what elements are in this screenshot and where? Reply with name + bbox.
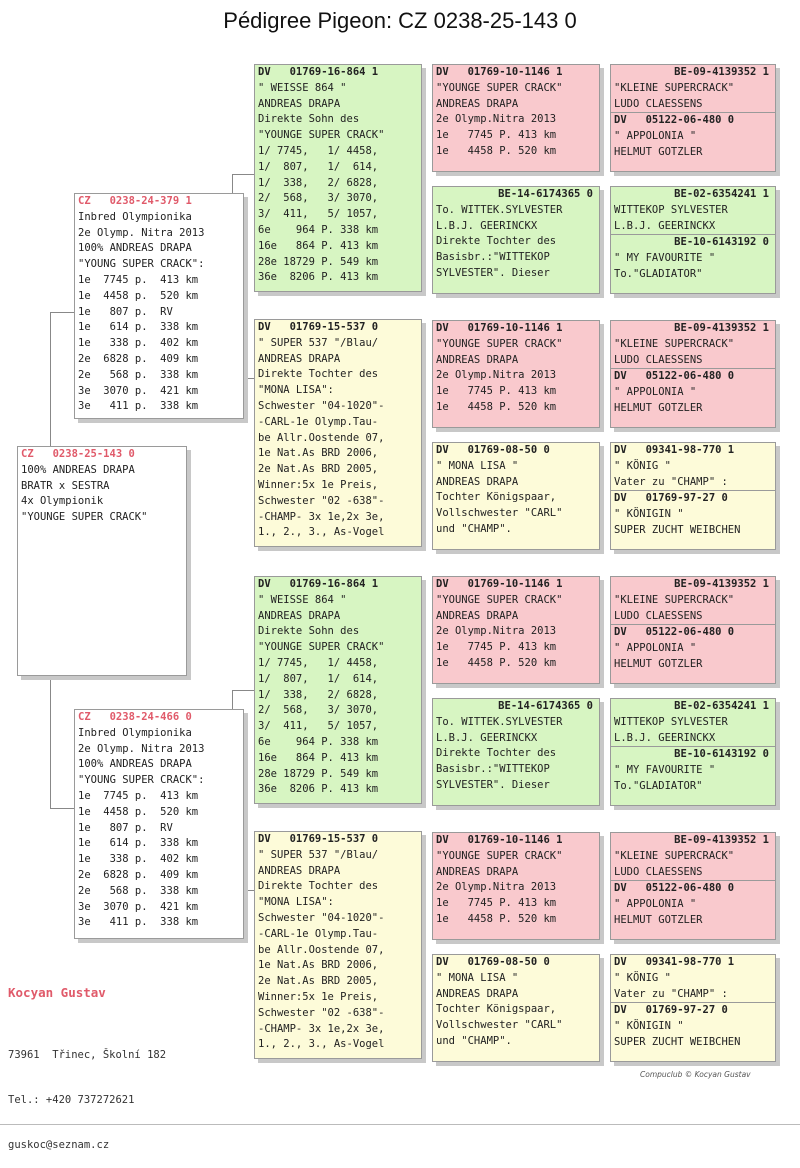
info-line: " SUPER 537 "/Blau/ [258, 848, 379, 861]
info-line: 28e 18729 P. 549 km [258, 255, 379, 268]
info-line: 6e 964 P. 338 km [258, 735, 379, 748]
info-line: 2e Nat.As BRD 2005, [258, 975, 379, 988]
info-line: Winner:5x 1e Preis, [258, 990, 379, 1003]
info-line: " MY FAVOURITE " [614, 252, 716, 265]
info-line: 2e 6828 p. 409 km [78, 868, 199, 881]
ancestor-pair-card [610, 576, 776, 684]
ring-number: DV 01769-08-50 0 [436, 444, 550, 456]
info-line: " KÖNIG " [614, 459, 671, 472]
info-line: 3/ 411, 5/ 1057, [258, 720, 379, 733]
info-line: 1/ 338, 2/ 6828, [258, 176, 379, 189]
info-line: 1., 2., 3., As-Vogel [258, 1038, 385, 1051]
ring-number: DV 01769-10-1146 1 [436, 322, 563, 334]
info-line: 1e 7745 p. 413 km [78, 789, 199, 802]
info-line: LUDO CLAESSENS [614, 865, 703, 878]
info-line: " MY FAVOURITE " [614, 764, 716, 777]
info-line: 1e 4458 P. 520 km [436, 144, 557, 157]
info-line: 1e 7745 P. 413 km [436, 129, 557, 142]
info-line: 1e 4458 P. 520 km [436, 912, 557, 925]
info-line: ANDREAS DRAPA [436, 353, 519, 366]
ancestor-pair-card [610, 320, 776, 428]
ring-number: BE-09-4139352 1 [674, 322, 769, 334]
owner-name: Kocyan Gustav [8, 985, 106, 1000]
info-line: Basisbr.:"WITTEKOP [436, 251, 550, 264]
info-line: Direkte Sohn des [258, 625, 360, 638]
info-line: "KLEINE SUPERCRACK" [614, 593, 735, 606]
info-line: " WEISSE 864 " [258, 81, 347, 94]
info-line: und "CHAMP". [436, 522, 512, 535]
info-line: LUDO CLAESSENS [614, 353, 703, 366]
info-line: "YOUNGE SUPER CRACK" [436, 593, 563, 606]
ring-number: BE-09-4139352 1 [674, 578, 769, 590]
info-line: 1e 7745 P. 413 km [436, 897, 557, 910]
ring-number: DV 01769-16-864 1 [258, 66, 379, 78]
info-line: To. WITTEK.SYLVESTER [436, 715, 563, 728]
ancestor-pair-card [610, 186, 776, 294]
info-line: 1/ 807, 1/ 614, [258, 672, 379, 685]
info-line: 3e 3070 p. 421 km [78, 384, 199, 397]
info-line: "YOUNG SUPER CRACK": [78, 258, 205, 271]
info-line: -CHAMP- 3x 1e,2x 3e, [258, 510, 385, 523]
info-line: 2e 6828 p. 409 km [78, 352, 199, 365]
info-line: 100% ANDREAS DRAPA [78, 242, 192, 255]
info-line: Direkte Sohn des [258, 113, 360, 126]
info-line: Vollschwester "CARL" [436, 507, 563, 520]
info-line: ANDREAS DRAPA [258, 97, 341, 110]
subject-ring: CZ 0238-25-143 0 [21, 448, 135, 460]
info-line: ANDREAS DRAPA [258, 609, 341, 622]
info-line: 2e Nat.As BRD 2005, [258, 463, 379, 476]
ring-number: BE-14-6174365 0 [498, 188, 593, 200]
info-line: L.B.J. GEERINCKX [436, 731, 538, 744]
info-line: Basisbr.:"WITTEKOP [436, 763, 550, 776]
info-line: ANDREAS DRAPA [436, 97, 519, 110]
info-line: ANDREAS DRAPA [436, 865, 519, 878]
connector-line [602, 110, 603, 154]
page-bottom-rule [0, 1124, 800, 1125]
granddam-paternal-card [254, 319, 422, 547]
ring-number: DV 01769-10-1146 1 [436, 834, 563, 846]
info-line: 1e Nat.As BRD 2006, [258, 447, 379, 460]
info-line: Vater zu "CHAMP" : [614, 475, 728, 488]
connector-line [422, 374, 423, 492]
ring-number: DV 05122-06-480 0 [611, 112, 775, 129]
info-line: 1e 4458 P. 520 km [436, 400, 557, 413]
ancestor-pair-card [610, 64, 776, 172]
info-line: SUPER ZUCHT WEIBCHEN [614, 523, 741, 536]
info-line: HELMUT GOTZLER [614, 657, 703, 670]
info-line: 1/ 7745, 1/ 4458, [258, 144, 379, 157]
info-line: 1e 4458 P. 520 km [436, 656, 557, 669]
info-line: SUPER ZUCHT WEIBCHEN [614, 1035, 741, 1048]
info-line: ANDREAS DRAPA [436, 475, 519, 488]
info-line: To."GLADIATOR" [614, 267, 703, 280]
ring-number: DV 09341-98-770 1 [614, 956, 735, 968]
ring-number: BE-02-6354241 1 [674, 188, 769, 200]
grandsire-paternal-card [254, 64, 422, 292]
info-line: "YOUNGE SUPER CRACK" [436, 849, 563, 862]
ring-number: DV 01769-10-1146 1 [436, 578, 563, 590]
info-line: LUDO CLAESSENS [614, 609, 703, 622]
info-line: 1e 614 p. 338 km [78, 321, 199, 334]
info-line: WITTEKOP SYLVESTER [614, 715, 728, 728]
info-line: 1e 807 p. RV [78, 305, 173, 318]
info-line: " APPOLONIA " [614, 642, 697, 655]
info-line: 28e 18729 P. 549 km [258, 767, 379, 780]
info-line: Inbred Olympionika [78, 726, 192, 739]
info-line: WITTEKOP SYLVESTER [614, 203, 728, 216]
info-line: 1/ 338, 2/ 6828, [258, 688, 379, 701]
info-line: "YOUNGE SUPER CRACK" [436, 337, 563, 350]
info-line: HELMUT GOTZLER [614, 401, 703, 414]
info-line: 1., 2., 3., As-Vogel [258, 526, 385, 539]
info-line: HELMUT GOTZLER [614, 145, 703, 158]
info-line: 1e 4458 p. 520 km [78, 805, 199, 818]
info-line: " APPOLONIA " [614, 130, 697, 143]
info-line: Direkte Tochter des [436, 747, 557, 760]
info-line: " MONA LISA " [436, 459, 519, 472]
info-line: 16e 864 P. 413 km [258, 239, 379, 252]
info-line: ANDREAS DRAPA [258, 864, 341, 877]
connector-line [232, 174, 254, 175]
info-line: " WEISSE 864 " [258, 593, 347, 606]
info-line: ANDREAS DRAPA [258, 352, 341, 365]
info-line: 2e Olymp. Nitra 2013 [78, 226, 205, 239]
ring-number: BE-10-6143192 0 [611, 234, 775, 251]
info-line: "KLEINE SUPERCRACK" [614, 337, 735, 350]
ring-number: DV 01769-15-537 0 [258, 321, 379, 333]
page-title: Pédigree Pigeon: CZ 0238-25-143 0 [223, 8, 577, 33]
info-line: " KÖNIG " [614, 971, 671, 984]
info-line: Schwester "02 -638"- [258, 1006, 385, 1019]
ring-number: BE-09-4139352 1 [674, 66, 769, 78]
info-line: Direkte Tochter des [258, 880, 379, 893]
ring-number: DV 05122-06-480 0 [611, 368, 775, 385]
info-line: "MONA LISA": [258, 896, 334, 909]
info-line: HELMUT GOTZLER [614, 913, 703, 926]
info-line: 2e 568 p. 338 km [78, 368, 199, 381]
connector-line [422, 886, 423, 1004]
ancestor-pair-card [610, 954, 776, 1062]
info-line: " KÖNIGIN " [614, 508, 684, 521]
info-line: " APPOLONIA " [614, 386, 697, 399]
info-line: " SUPER 537 "/Blau/ [258, 336, 379, 349]
ring-number: DV 01769-97-27 0 [611, 490, 775, 507]
connector-line [602, 484, 603, 530]
info-line: ANDREAS DRAPA [436, 609, 519, 622]
info-line: 100% ANDREAS DRAPA [78, 758, 192, 771]
info-line: 2e Olymp.Nitra 2013 [436, 881, 557, 894]
ancestor-card [432, 64, 600, 172]
info-line: Inbred Olympionika [78, 210, 192, 223]
info-line: 1e 4458 p. 520 km [78, 289, 199, 302]
info-line: -CARL-1e Olymp.Tau- [258, 415, 379, 428]
ring-number: BE-10-6143192 0 [611, 746, 775, 763]
info-line: 2e Olymp.Nitra 2013 [436, 625, 557, 638]
info-line: SYLVESTER". Dieser [436, 266, 550, 279]
info-line: 36e 8206 P. 413 km [258, 271, 379, 284]
ancestor-card [432, 320, 600, 428]
info-line: ANDREAS DRAPA [436, 987, 519, 1000]
info-line: Vater zu "CHAMP" : [614, 987, 728, 1000]
info-line: Winner:5x 1e Preis, [258, 478, 379, 491]
info-line: "KLEINE SUPERCRACK" [614, 81, 735, 94]
info-line: BRATR x SESTRA [21, 479, 110, 492]
info-line: 16e 864 P. 413 km [258, 751, 379, 764]
info-line: Schwester "04-1020"- [258, 911, 385, 924]
ancestor-pair-card [610, 698, 776, 806]
info-line: 4x Olympionik [21, 495, 104, 508]
info-line: Tochter Königspaar, [436, 491, 557, 504]
info-line: Vollschwester "CARL" [436, 1019, 563, 1032]
info-line: Schwester "02 -638"- [258, 494, 385, 507]
ring-number: DV 05122-06-480 0 [611, 624, 775, 641]
connector-line [602, 230, 603, 274]
info-line: Direkte Tochter des [258, 368, 379, 381]
connector-line [232, 690, 254, 691]
connector-line [602, 622, 603, 666]
connector-line [422, 632, 423, 744]
owner-phone: Tel.: +420 737272621 [8, 1094, 135, 1106]
info-line: 1/ 807, 1/ 614, [258, 160, 379, 173]
ancestor-card [432, 186, 600, 294]
info-line: SYLVESTER". Dieser [436, 778, 550, 791]
ancestor-card [432, 576, 600, 684]
ring-number: DV 01769-08-50 0 [436, 956, 550, 968]
info-line: 2e Olymp.Nitra 2013 [436, 113, 557, 126]
ring-number: DV 05122-06-480 0 [611, 880, 775, 897]
info-line: "KLEINE SUPERCRACK" [614, 849, 735, 862]
connector-line [50, 312, 74, 313]
ring-number: BE-02-6354241 1 [674, 700, 769, 712]
info-line: Tochter Königspaar, [436, 1003, 557, 1016]
info-line: "YOUNGE SUPER CRACK" [21, 511, 148, 524]
connector-line [50, 808, 74, 809]
granddam-maternal-card [254, 831, 422, 1059]
ring-number: DV 01769-10-1146 1 [436, 66, 563, 78]
info-line: 6e 964 P. 338 km [258, 223, 379, 236]
info-line: L.B.J. GEERINCKX [614, 731, 716, 744]
info-line: "YOUNGE SUPER CRACK" [436, 81, 563, 94]
owner-address: 73961 Třinec, Školní 182 [8, 1049, 167, 1061]
subject-pigeon-card [17, 446, 187, 676]
info-line: und "CHAMP". [436, 1034, 512, 1047]
ancestor-pair-card [610, 832, 776, 940]
ancestor-card [432, 954, 600, 1062]
info-line: "YOUNGE SUPER CRACK" [258, 641, 385, 654]
dam-card [74, 709, 244, 939]
ring-number: DV 01769-15-537 0 [258, 833, 379, 845]
info-line: " KÖNIGIN " [614, 1020, 684, 1033]
ring-number: DV 01769-97-27 0 [611, 1002, 775, 1019]
info-line: 1e 338 p. 402 km [78, 853, 199, 866]
info-line: 2/ 568, 3/ 3070, [258, 192, 379, 205]
connector-line [50, 312, 51, 450]
info-line: LUDO CLAESSENS [614, 97, 703, 110]
connector-line [602, 744, 603, 788]
info-line: 3e 3070 p. 421 km [78, 900, 199, 913]
grandsire-maternal-card [254, 576, 422, 804]
ancestor-card [432, 832, 600, 940]
connector-line [50, 678, 51, 808]
owner-email: guskoc@seznam.cz [8, 1139, 110, 1151]
info-line: 2e Olymp. Nitra 2013 [78, 742, 205, 755]
info-line: 3/ 411, 5/ 1057, [258, 208, 379, 221]
info-line: " APPOLONIA " [614, 898, 697, 911]
info-line: L.B.J. GEERINCKX [614, 219, 716, 232]
ring-number: DV 01769-16-864 1 [258, 578, 379, 590]
info-line: "YOUNGE SUPER CRACK" [258, 129, 385, 142]
connector-line [602, 998, 603, 1044]
ring-number: BE-14-6174365 0 [498, 700, 593, 712]
info-line: 1e 614 p. 338 km [78, 837, 199, 850]
info-line: To. WITTEK.SYLVESTER [436, 203, 563, 216]
info-line: be Allr.Oostende 07, [258, 431, 385, 444]
info-line: -CARL-1e Olymp.Tau- [258, 927, 379, 940]
info-line: 100% ANDREAS DRAPA [21, 463, 135, 476]
sire-card [74, 193, 244, 419]
info-line: 2e Olymp.Nitra 2013 [436, 369, 557, 382]
info-line: 3e 411 p. 338 km [78, 400, 199, 413]
info-line: 1e Nat.As BRD 2006, [258, 959, 379, 972]
sire-ring: CZ 0238-24-379 1 [78, 195, 192, 207]
info-line: 1e 7745 P. 413 km [436, 385, 557, 398]
info-line: "MONA LISA": [258, 384, 334, 397]
info-line: 1/ 7745, 1/ 4458, [258, 656, 379, 669]
ancestor-card [432, 698, 600, 806]
info-line: Direkte Tochter des [436, 235, 557, 248]
info-line: be Allr.Oostende 07, [258, 943, 385, 956]
info-line: 1e 7745 P. 413 km [436, 641, 557, 654]
connector-line [602, 880, 603, 924]
connector-line [422, 118, 423, 230]
info-line: Schwester "04-1020"- [258, 399, 385, 412]
ring-number: DV 09341-98-770 1 [614, 444, 735, 456]
info-line: 1e 7745 p. 413 km [78, 273, 199, 286]
info-line: "YOUNG SUPER CRACK": [78, 774, 205, 787]
ancestor-pair-card [610, 442, 776, 550]
info-line: L.B.J. GEERINCKX [436, 219, 538, 232]
connector-line [602, 368, 603, 410]
ring-number: BE-09-4139352 1 [674, 834, 769, 846]
info-line: 36e 8206 P. 413 km [258, 783, 379, 796]
info-line: 2/ 568, 3/ 3070, [258, 704, 379, 717]
info-line: 3e 411 p. 338 km [78, 916, 199, 929]
footer-credit: Compuclub © Kocyan Gustav [640, 1070, 751, 1079]
owner-contact [8, 1018, 166, 1168]
info-line: 2e 568 p. 338 km [78, 884, 199, 897]
dam-ring: CZ 0238-24-466 0 [78, 711, 192, 723]
info-line: 1e 338 p. 402 km [78, 337, 199, 350]
info-line: 1e 807 p. RV [78, 821, 173, 834]
info-line: " MONA LISA " [436, 971, 519, 984]
info-line: -CHAMP- 3x 1e,2x 3e, [258, 1022, 385, 1035]
ancestor-card [432, 442, 600, 550]
info-line: To."GLADIATOR" [614, 779, 703, 792]
